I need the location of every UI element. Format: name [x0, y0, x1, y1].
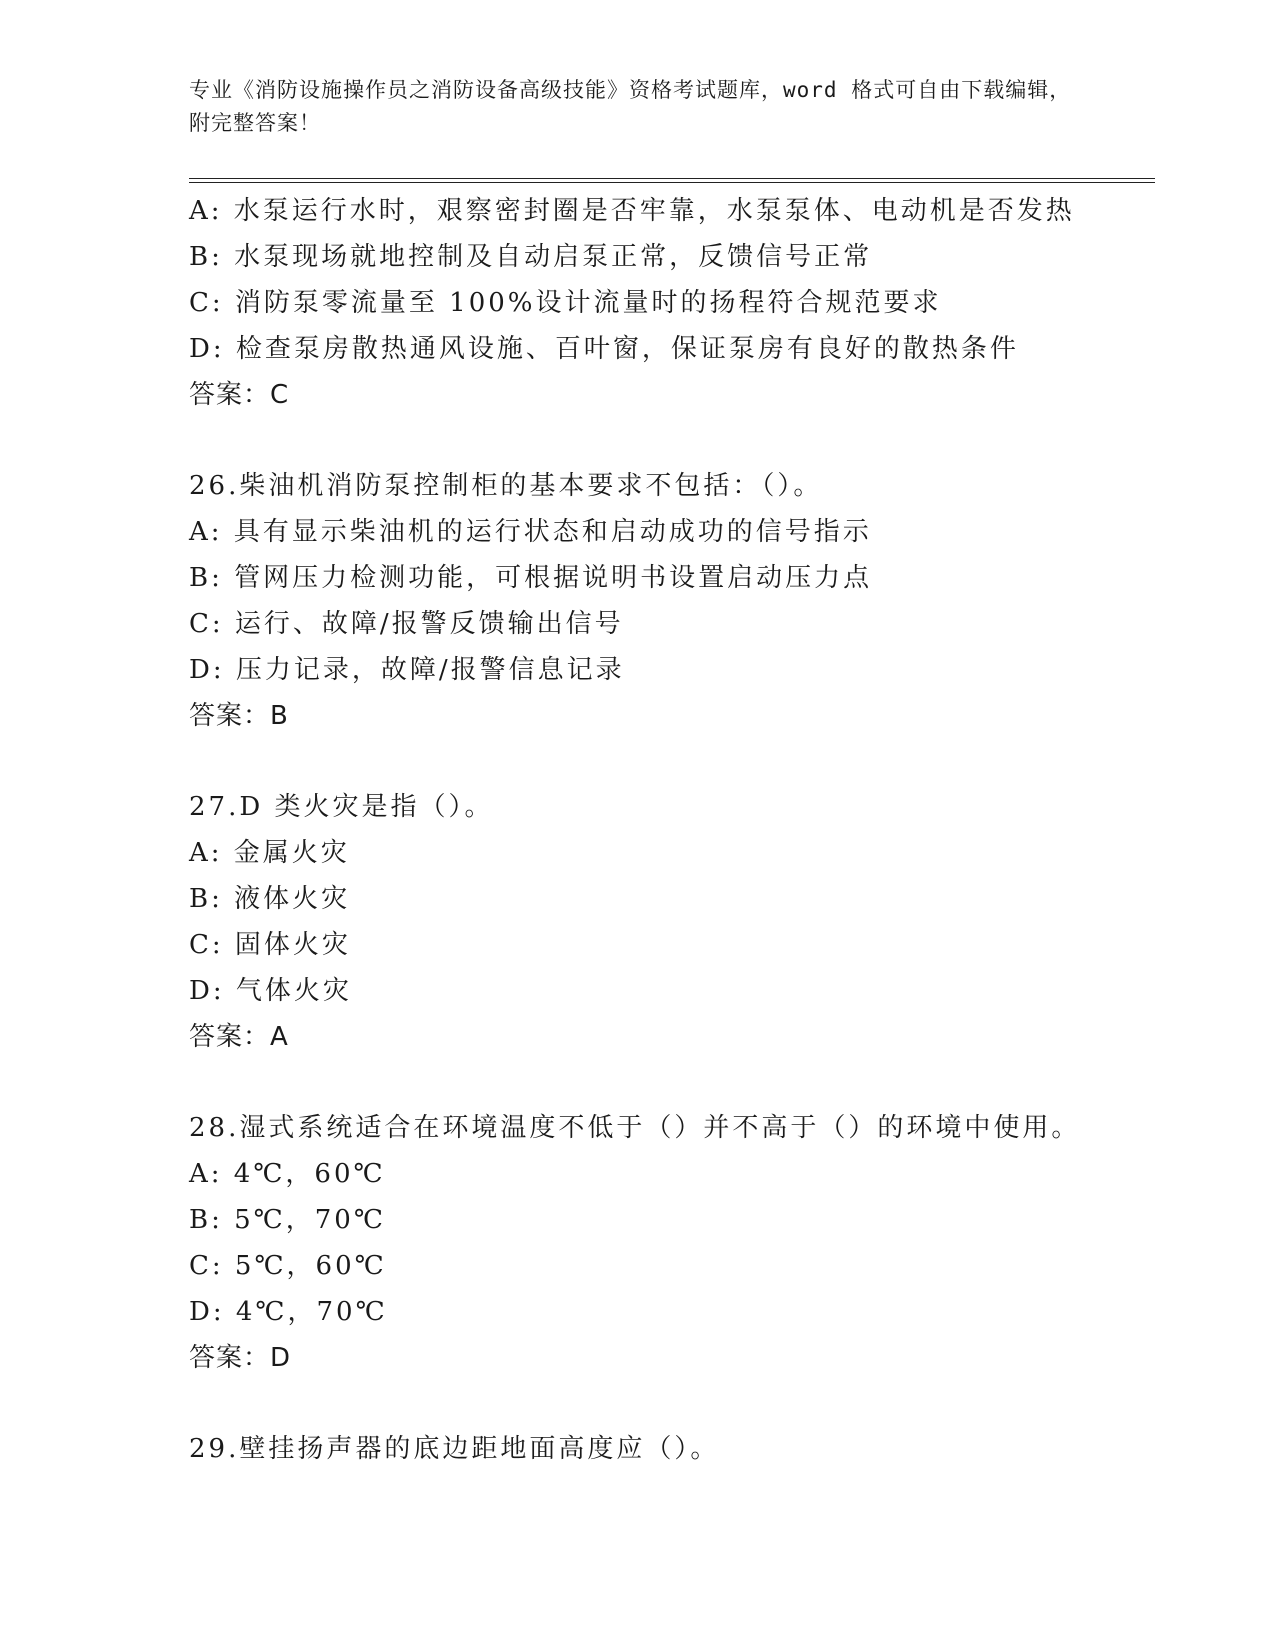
- option-a: A: 水泵运行水时，艰察密封圈是否牢靠，水泵泵体、电动机是否发热: [189, 196, 1075, 226]
- option-d: D: 检查泵房散热通风设施、百叶窗，保证泵房有良好的散热条件: [189, 334, 1019, 364]
- question-stem: 29.壁挂扬声器的底边距地面高度应（）。: [189, 1434, 720, 1464]
- option-c: C: 5℃，60℃: [189, 1251, 387, 1281]
- option-c: C: 消防泵零流量至 100%设计流量时的扬程符合规范要求: [189, 288, 942, 318]
- previous-question-block: [189, 188, 1149, 418]
- option-b: B: 液体火灾: [189, 884, 351, 914]
- option-d: D: 4℃，70℃: [189, 1297, 388, 1327]
- option-b: B: 管网压力检测功能，可根据说明书设置启动压力点: [189, 563, 873, 593]
- option-a: A: 金属火灾: [189, 838, 350, 868]
- header-divider: [189, 178, 1155, 183]
- option-a: A: 4℃，60℃: [189, 1159, 386, 1189]
- question-28: [189, 1105, 1149, 1381]
- question-stem: 28.湿式系统适合在环境温度不低于（）并不高于（）的环境中使用。: [189, 1113, 1081, 1143]
- option-c: C: 运行、故障/报警反馈输出信号: [189, 609, 624, 639]
- question-27: [189, 784, 1149, 1060]
- question-29: [189, 1426, 1149, 1472]
- question-stem: 27.D 类火灾是指（）。: [189, 792, 494, 822]
- option-d: D: 气体火灾: [189, 976, 352, 1006]
- option-b: B: 水泵现场就地控制及自动启泵正常，反馈信号正常: [189, 242, 873, 272]
- question-26: [189, 463, 1149, 739]
- option-b: B: 5℃，70℃: [189, 1205, 386, 1235]
- question-list: [189, 188, 1149, 1472]
- answer: 答案：B: [189, 701, 289, 731]
- option-d: D: 压力记录，故障/报警信息记录: [189, 655, 625, 685]
- answer: 答案：C: [189, 380, 290, 410]
- question-stem: 26.柴油机消防泵控制柜的基本要求不包括：（）。: [189, 471, 823, 501]
- option-c: C: 固体火灾: [189, 930, 351, 960]
- answer: 答案：D: [189, 1343, 292, 1373]
- answer: 答案：A: [189, 1022, 289, 1052]
- page-header: 专业《消防设施操作员之消防设备高级技能》资格考试题库，word 格式可自由下载编辑，附完整答案！: [189, 78, 1072, 135]
- option-a: A: 具有显示柴油机的运行状态和启动成功的信号指示: [189, 517, 872, 547]
